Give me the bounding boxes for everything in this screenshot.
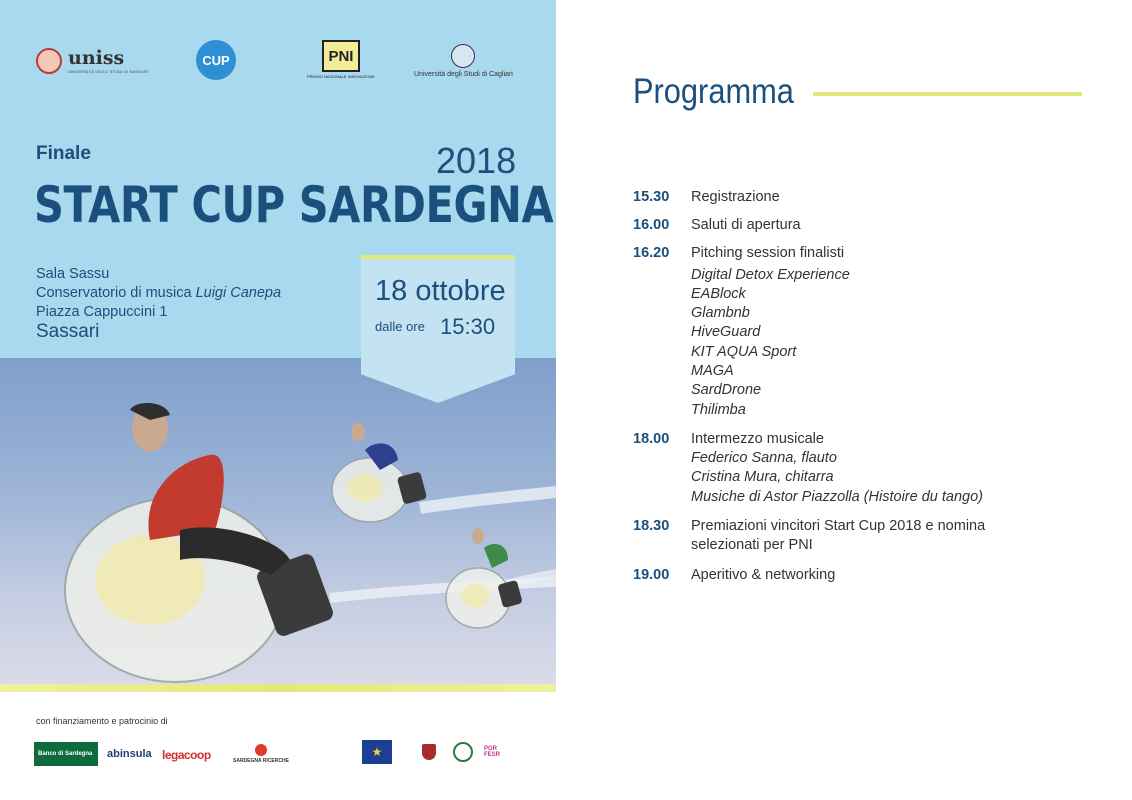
finalist-name: Digital Detox Experience: [691, 267, 850, 283]
finalist-name: MAGA: [691, 363, 734, 379]
program-time: 18.30: [633, 518, 670, 534]
uniss-logo-text: uniss: [68, 46, 125, 69]
pni-logo-text: PNI: [322, 40, 360, 72]
program-time: 19.00: [633, 567, 670, 583]
poster-year: 2018: [436, 140, 517, 181]
program-time: 16.00: [633, 217, 670, 233]
pni-logo-caption: PREMIO NAZIONALE INNOVAZIONE: [307, 74, 375, 79]
pni-logo: [307, 40, 375, 79]
sponsors-label: con finanziamento e patrocinio di: [36, 716, 168, 726]
uniss-logo-subtext: UNIVERSITÀ DEGLI STUDI DI SASSARI: [68, 68, 149, 74]
program-label: Premiazioni vincitori Start Cup 2018 e nomina: [691, 518, 986, 534]
program-label-line2: selezionati per PNI: [691, 537, 813, 553]
program-title-rule: [813, 92, 1082, 96]
program-label: Aperitivo & networking: [691, 567, 836, 583]
event-time: 15:30: [440, 314, 496, 339]
performer-line: Musiche di Astor Piazzolla (Histoire du tango): [691, 489, 984, 505]
event-time-label: dalle ore: [375, 319, 425, 334]
venue-city: Sassari: [36, 321, 100, 342]
uniss-seal-icon: [36, 48, 62, 74]
performer-line: Federico Sanna, flauto: [691, 450, 837, 466]
performer-line: Cristina Mura, chitarra: [691, 469, 834, 485]
legacoop-logo: legacoop: [162, 748, 211, 762]
finalist-name: HiveGuard: [691, 324, 761, 340]
venue-building-prefix: Conservatorio di musica: [36, 285, 196, 301]
repubblica-italiana-emblem-icon: [448, 740, 478, 764]
event-poster: [0, 0, 556, 800]
program-label: Intermezzo musicale: [691, 431, 824, 447]
finalist-name: KIT AQUA Sport: [691, 344, 797, 360]
abinsula-logo: abinsula: [107, 748, 152, 760]
startcup-logo-text: CUP: [202, 52, 230, 68]
finalist-name: Glambnb: [691, 305, 750, 321]
unica-logo-caption: Università degli Studi di Cagliari: [414, 71, 513, 78]
unica-seal-icon: [451, 44, 475, 68]
date-badge-bar: [361, 255, 515, 259]
startcup-logo: [196, 40, 236, 80]
finalist-name: EABlock: [691, 286, 746, 302]
program-label: Saluti di apertura: [691, 217, 801, 233]
uniss-logo: [36, 48, 148, 74]
program-title: Programma: [633, 72, 794, 111]
venue-address: Piazza Cappuccini 1: [36, 304, 168, 320]
banco-di-sardegna-logo: Banco di Sardegna: [34, 742, 98, 766]
sardegna-ricerche-icon: [255, 744, 267, 756]
venue-building-name: Luigi Canepa: [195, 285, 282, 301]
date-badge: [361, 255, 515, 403]
finalist-name: Thilimba: [691, 402, 746, 418]
program-label: Registrazione: [691, 189, 780, 205]
venue-building: [36, 285, 281, 301]
event-date: 18 ottobre: [375, 275, 506, 307]
poster-finale-label: Finale: [36, 143, 91, 164]
sardegna-ricerche-logo: [233, 744, 289, 764]
poster-yellow-band: [0, 684, 556, 692]
program-time: 16.20: [633, 245, 670, 261]
poster-illustration-background: [0, 358, 556, 690]
program-label: Pitching session finalisti: [691, 245, 845, 261]
sardegna-ricerche-text: SARDEGNA RICERCHE: [233, 758, 289, 764]
por-fesr-logo: POR FESR: [484, 746, 501, 758]
poster-title: START CUP SARDEGNA: [34, 176, 554, 234]
finalist-name: SardDrone: [691, 382, 762, 398]
venue-room: Sala Sassu: [36, 266, 110, 282]
program-time: 15.30: [633, 189, 670, 205]
program-time: 18.00: [633, 431, 670, 447]
eu-flag-icon: ★: [362, 740, 392, 764]
regione-sardegna-shield-icon: [414, 740, 444, 764]
unica-logo: [414, 44, 513, 78]
